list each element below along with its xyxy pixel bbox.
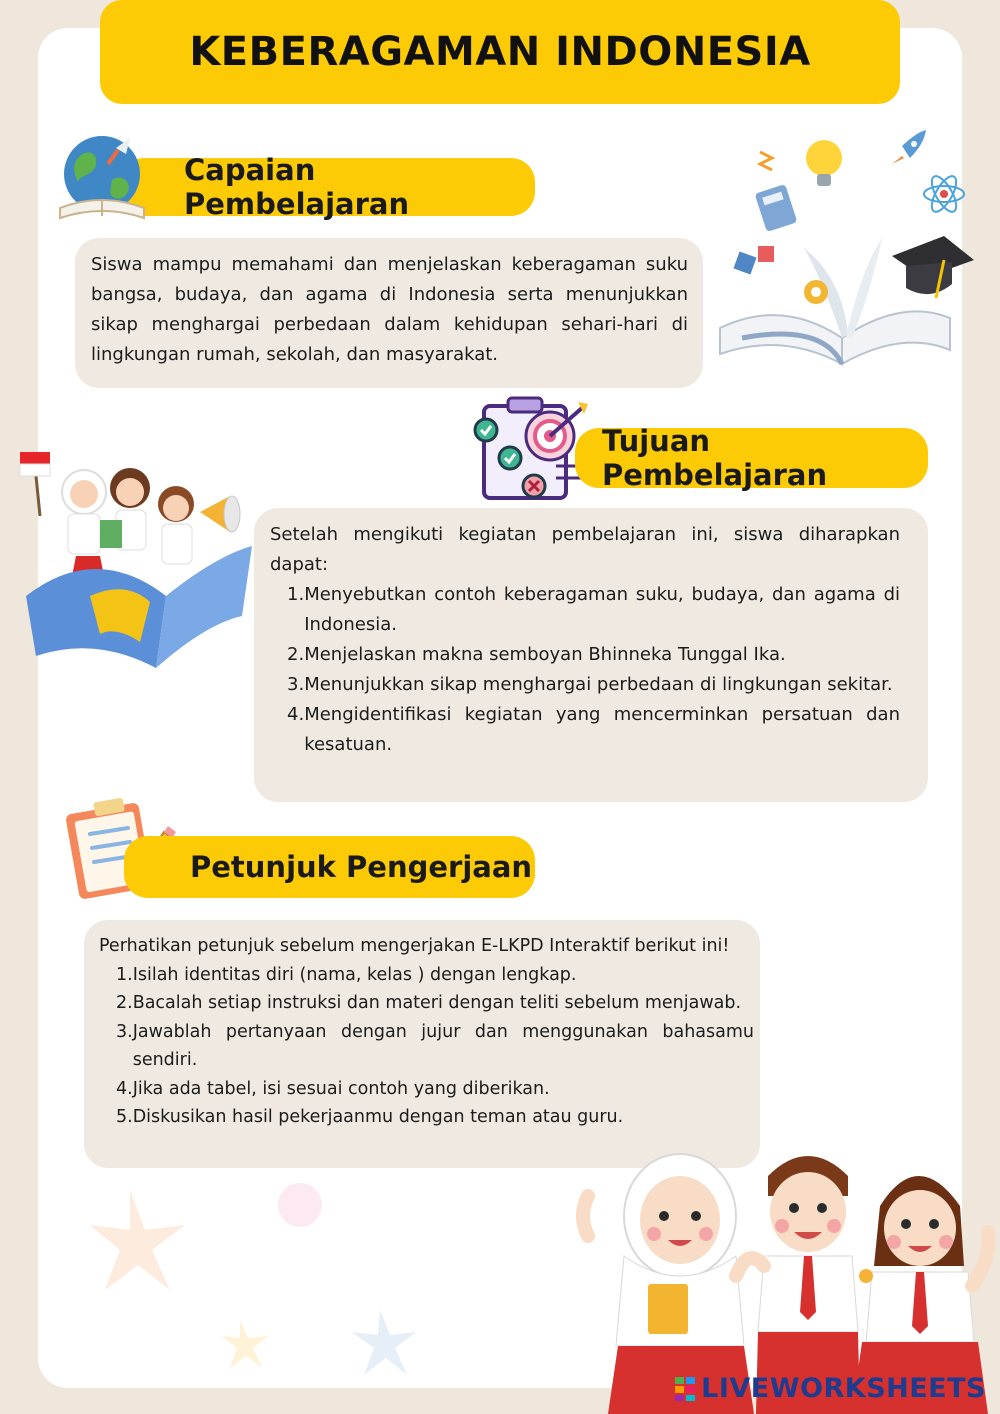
- education-illustration-icon: [712, 128, 980, 372]
- capaian-text: Siswa mampu memahami dan menjelaskan keberagaman suku bangsa, budaya, dan agama di Indonesia serta menunjukkan sikap menghargai perbedaan dalam kehidupan sehari-hari di lingkungan rumah, sekolah, dan masyarakat.: [91, 254, 688, 365]
- tujuan-intro: Setelah mengikuti kegiatan pembelajaran ini, siswa diharapkan dapat:: [270, 524, 900, 575]
- capaian-heading-pill: [120, 153, 535, 221]
- petunjuk-content-box: [84, 920, 760, 1168]
- liveworksheets-logo-icon: [675, 1377, 695, 1401]
- petunjuk-heading: Petunjuk Pengerjaan: [190, 850, 533, 884]
- list-item: 4. Mengidentifikasi kegiatan yang mencerminkan persatuan dan kesatuan.: [287, 704, 900, 755]
- page-title: KEBERAGAMAN INDONESIA: [189, 29, 811, 75]
- brand-text: LIVEWORKSHEETS: [701, 1373, 986, 1404]
- list-item: 3. Jawablah pertanyaan dengan jujur dan menggunakan bahasamu sendiri.: [116, 1021, 754, 1070]
- list-item: 1. Menyebutkan contoh keberagaman suku, budaya, dan agama di Indonesia.: [287, 584, 900, 635]
- list-item: 2. Menjelaskan makna semboyan Bhinneka Tunggal Ika.: [287, 644, 786, 665]
- list-item: 2. Bacalah setiap instruksi dan materi dengan teliti sebelum menjawab.: [116, 993, 742, 1013]
- list-item: 4. Jika ada tabel, isi sesuai contoh yang diberikan.: [116, 1078, 550, 1099]
- list-item: 5. Diskusikan hasil pekerjaanmu dengan teman atau guru.: [116, 1107, 624, 1127]
- list-item: 3. Menunjukkan sikap menghargai perbedaan di lingkungan sekitar.: [287, 674, 893, 695]
- background-decoration: [90, 1170, 490, 1400]
- tujuan-content-box: [254, 508, 928, 802]
- capaian-heading: Capaian Pembelajaran: [184, 153, 410, 221]
- tujuan-heading-pill: [575, 424, 928, 492]
- title-banner: [100, 0, 900, 104]
- petunjuk-list: [99, 961, 754, 1132]
- list-item: 1. Isilah identitas diri (nama, kelas ) dengan lengkap.: [116, 964, 577, 985]
- students-book-illustration-icon: [16, 446, 258, 672]
- tujuan-list: [270, 580, 900, 760]
- globe-book-icon: [56, 130, 148, 224]
- petunjuk-heading-pill: [124, 836, 535, 898]
- petunjuk-intro: Perhatikan petunjuk sebelum mengerjakan E-LKPD Interaktif berikut ini!: [99, 936, 730, 956]
- capaian-content-box: [75, 238, 703, 388]
- tujuan-heading: Tujuan Pembelajaran: [602, 424, 828, 492]
- liveworksheets-logo: [675, 1373, 986, 1404]
